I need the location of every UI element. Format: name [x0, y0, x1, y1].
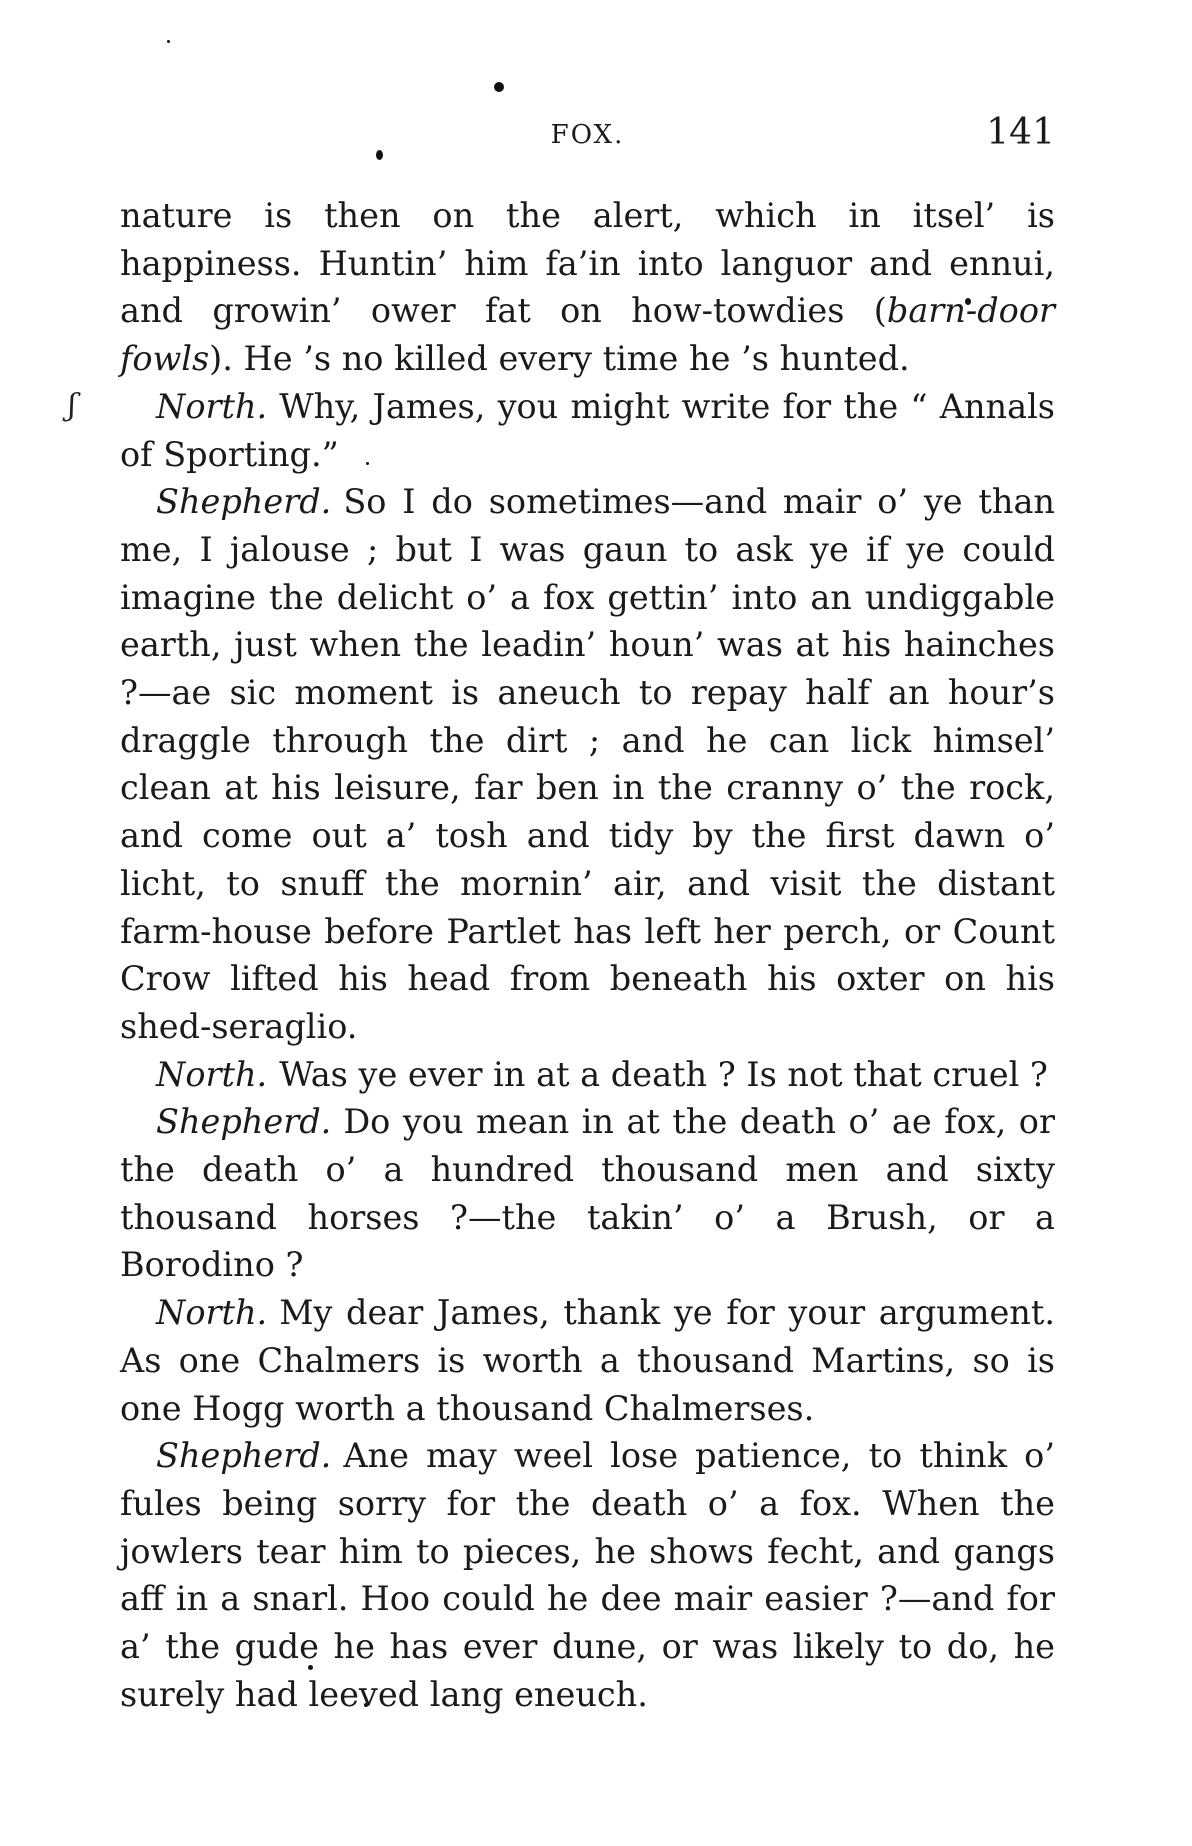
paragraph-text: ). He ’s no killed every time he ’s hunted.: [209, 339, 910, 379]
page-number: 141: [986, 112, 1055, 153]
speech-text: Why, James, you might write for the “ Annals of Sporting.”: [120, 386, 1055, 474]
speaker-name: Shepherd.: [156, 482, 332, 522]
speaker-name: Shepherd.: [156, 1102, 332, 1142]
ink-speck: [494, 82, 504, 92]
running-head: FOX.: [550, 120, 625, 150]
body-text: [120, 192, 1055, 1719]
paragraph: [120, 383, 1055, 478]
paragraph-text: nature is then on the alert, which in itsel’ is happiness. Huntin’ him fa’in into languor and ennui, and growin’ ower fat on how-towdies (: [120, 196, 1055, 331]
speaker-name: North.: [156, 1293, 268, 1333]
paragraph: [120, 1098, 1055, 1289]
speaker-name: North.: [156, 386, 268, 426]
speaker-name: Shepherd.: [156, 1436, 332, 1476]
speech-text: So I do sometimes—and mair o’ ye than me, I jalouse ; but I was gaun to ask ye if ye could imagine the delicht o’ a fox gettin’ into an undiggable earth, just when the leadin’ houn’ was at his hainches ?—ae sic moment is aneuch to repay half an hour’s draggle through the dirt ; and he can lick himsel’ clean at his leisure, far ben in the cranny o’ the rock, and come out a’ tosh and tidy by the first dawn o’ licht, to snuff the mornin’ air, and visit the distant farm-house before Partlet has left her perch, or Count Crow lifted his head from beneath his oxter on his shed-seraglio.: [120, 482, 1055, 1046]
paragraph: [120, 1289, 1055, 1432]
speech-text: Was ye ever in at a death ? Is not that cruel ?: [279, 1054, 1048, 1094]
speech-text: Ane may weel lose patience, to think o’ fules being sorry for the death o’ a fox. When the jowlers tear him to pieces, he shows fecht, and gangs aff in a snarl. Hoo could he dee mair easier ?—and for a’ the gude he has ever dune, or was likely to do, he surely had leeved lang eneuch.: [120, 1436, 1055, 1714]
margin-mark: ʃ: [68, 388, 77, 423]
paragraph: [120, 478, 1055, 1050]
paragraph: [120, 1432, 1055, 1718]
speech-text: My dear James, thank ye for your argument. As one Chalmers is worth a thousand Martins, so is one Hogg worth a thousand Chalmerses.: [120, 1293, 1055, 1428]
paragraph: [120, 1051, 1055, 1099]
ink-speck: [167, 40, 170, 43]
speech-text: Do you mean in at the death o’ ae fox, or the death o’ a hundred thousand men and sixty thousand horses ?—the takin’ o’ a Brush, or a Borodino ?: [120, 1102, 1055, 1285]
speaker-name: North.: [156, 1054, 268, 1094]
page-header: [120, 112, 1055, 162]
paragraph: [120, 192, 1055, 383]
italic-gloss: barn-door fowls: [120, 291, 1055, 379]
